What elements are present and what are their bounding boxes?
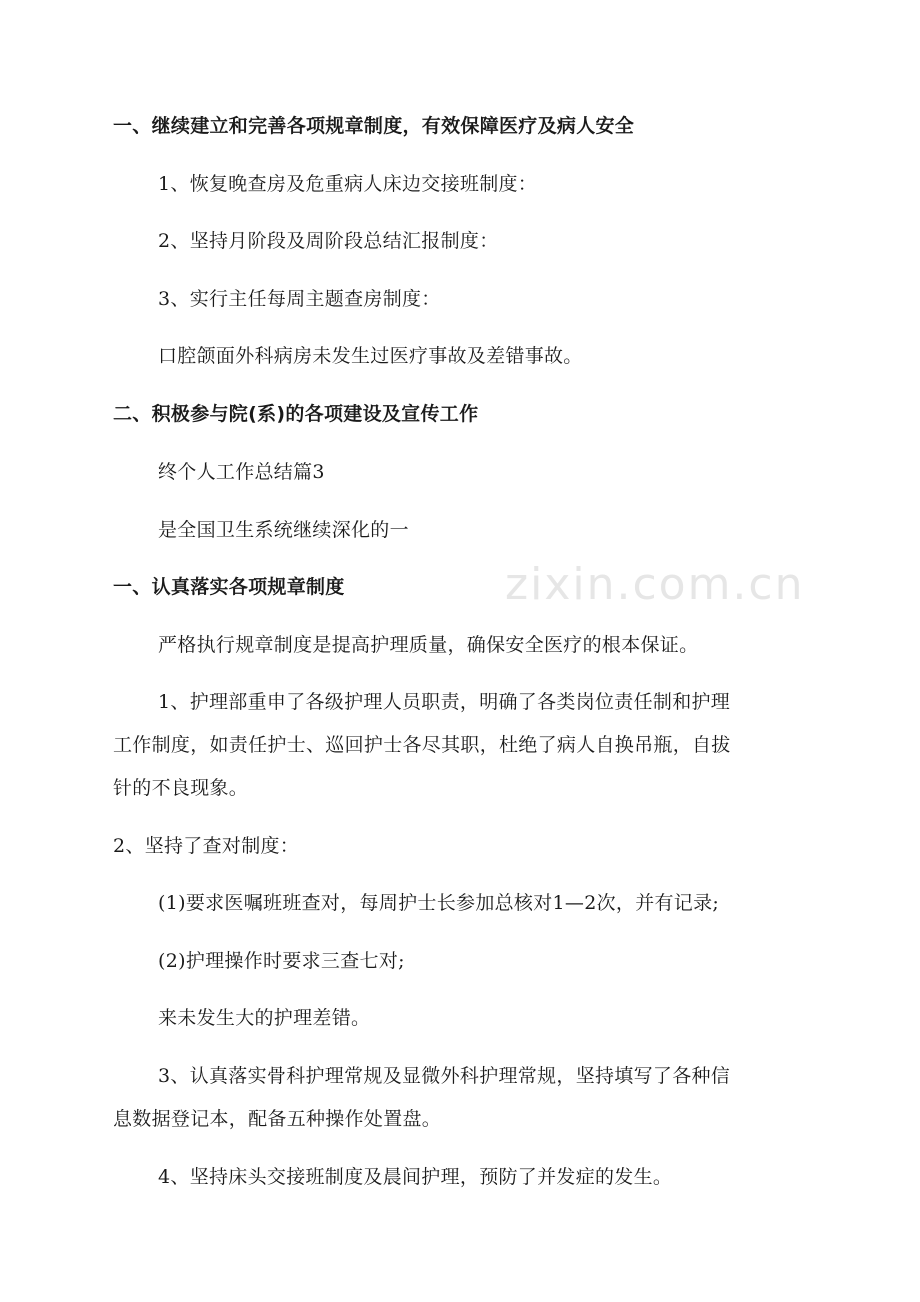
paragraph-line: (1)要求医嘱班班查对，每周护士长参加总核对1—2次，并有记录; bbox=[158, 892, 720, 914]
paragraph-line: 3、认真落实骨科护理常规及显微外科护理常规，坚持填写了各种信 bbox=[158, 1065, 731, 1087]
paragraph-line: 工作制度，如责任护士、巡回护士各尽其职，杜绝了病人自换吊瓶，自拔 bbox=[113, 734, 731, 756]
paragraph-line: 1、恢复晚查房及危重病人床边交接班制度： bbox=[158, 173, 538, 195]
paragraph-line: 终个人工作总结篇3 bbox=[158, 461, 325, 483]
paragraph-line: 来未发生大的护理差错。 bbox=[158, 1007, 371, 1029]
paragraph-line: 2、坚持月阶段及周阶段总结汇报制度： bbox=[158, 230, 499, 252]
paragraph-line: 口腔颌面外科病房未发生过医疗事故及差错事故。 bbox=[158, 345, 583, 367]
paragraph-line: 3、实行主任每周主题查房制度： bbox=[158, 288, 441, 310]
section-heading-2: 二、积极参与院(系)的各项建设及宣传工作 bbox=[113, 403, 479, 425]
watermark: zixin.com.cn bbox=[505, 559, 805, 610]
section-heading-1: 一、继续建立和完善各项规章制度，有效保障医疗及病人安全 bbox=[113, 115, 635, 137]
paragraph-line: 息数据登记本，配备五种操作处置盘。 bbox=[113, 1108, 442, 1130]
paragraph-line: (2)护理操作时要求三查七对; bbox=[158, 950, 405, 972]
section-heading-3: 一、认真落实各项规章制度 bbox=[113, 576, 345, 598]
paragraph-line: 2、坚持了查对制度： bbox=[113, 835, 300, 857]
paragraph-line: 4、坚持床头交接班制度及晨间护理，预防了并发症的发生。 bbox=[158, 1166, 673, 1188]
paragraph-line: 针的不良现象。 bbox=[113, 777, 249, 799]
paragraph-line: 1、护理部重申了各级护理人员职责，明确了各类岗位责任制和护理 bbox=[158, 691, 731, 713]
paragraph-line: 是全国卫生系统继续深化的一 bbox=[158, 519, 409, 541]
paragraph-line: 严格执行规章制度是提高护理质量，确保安全医疗的根本保证。 bbox=[158, 634, 699, 656]
